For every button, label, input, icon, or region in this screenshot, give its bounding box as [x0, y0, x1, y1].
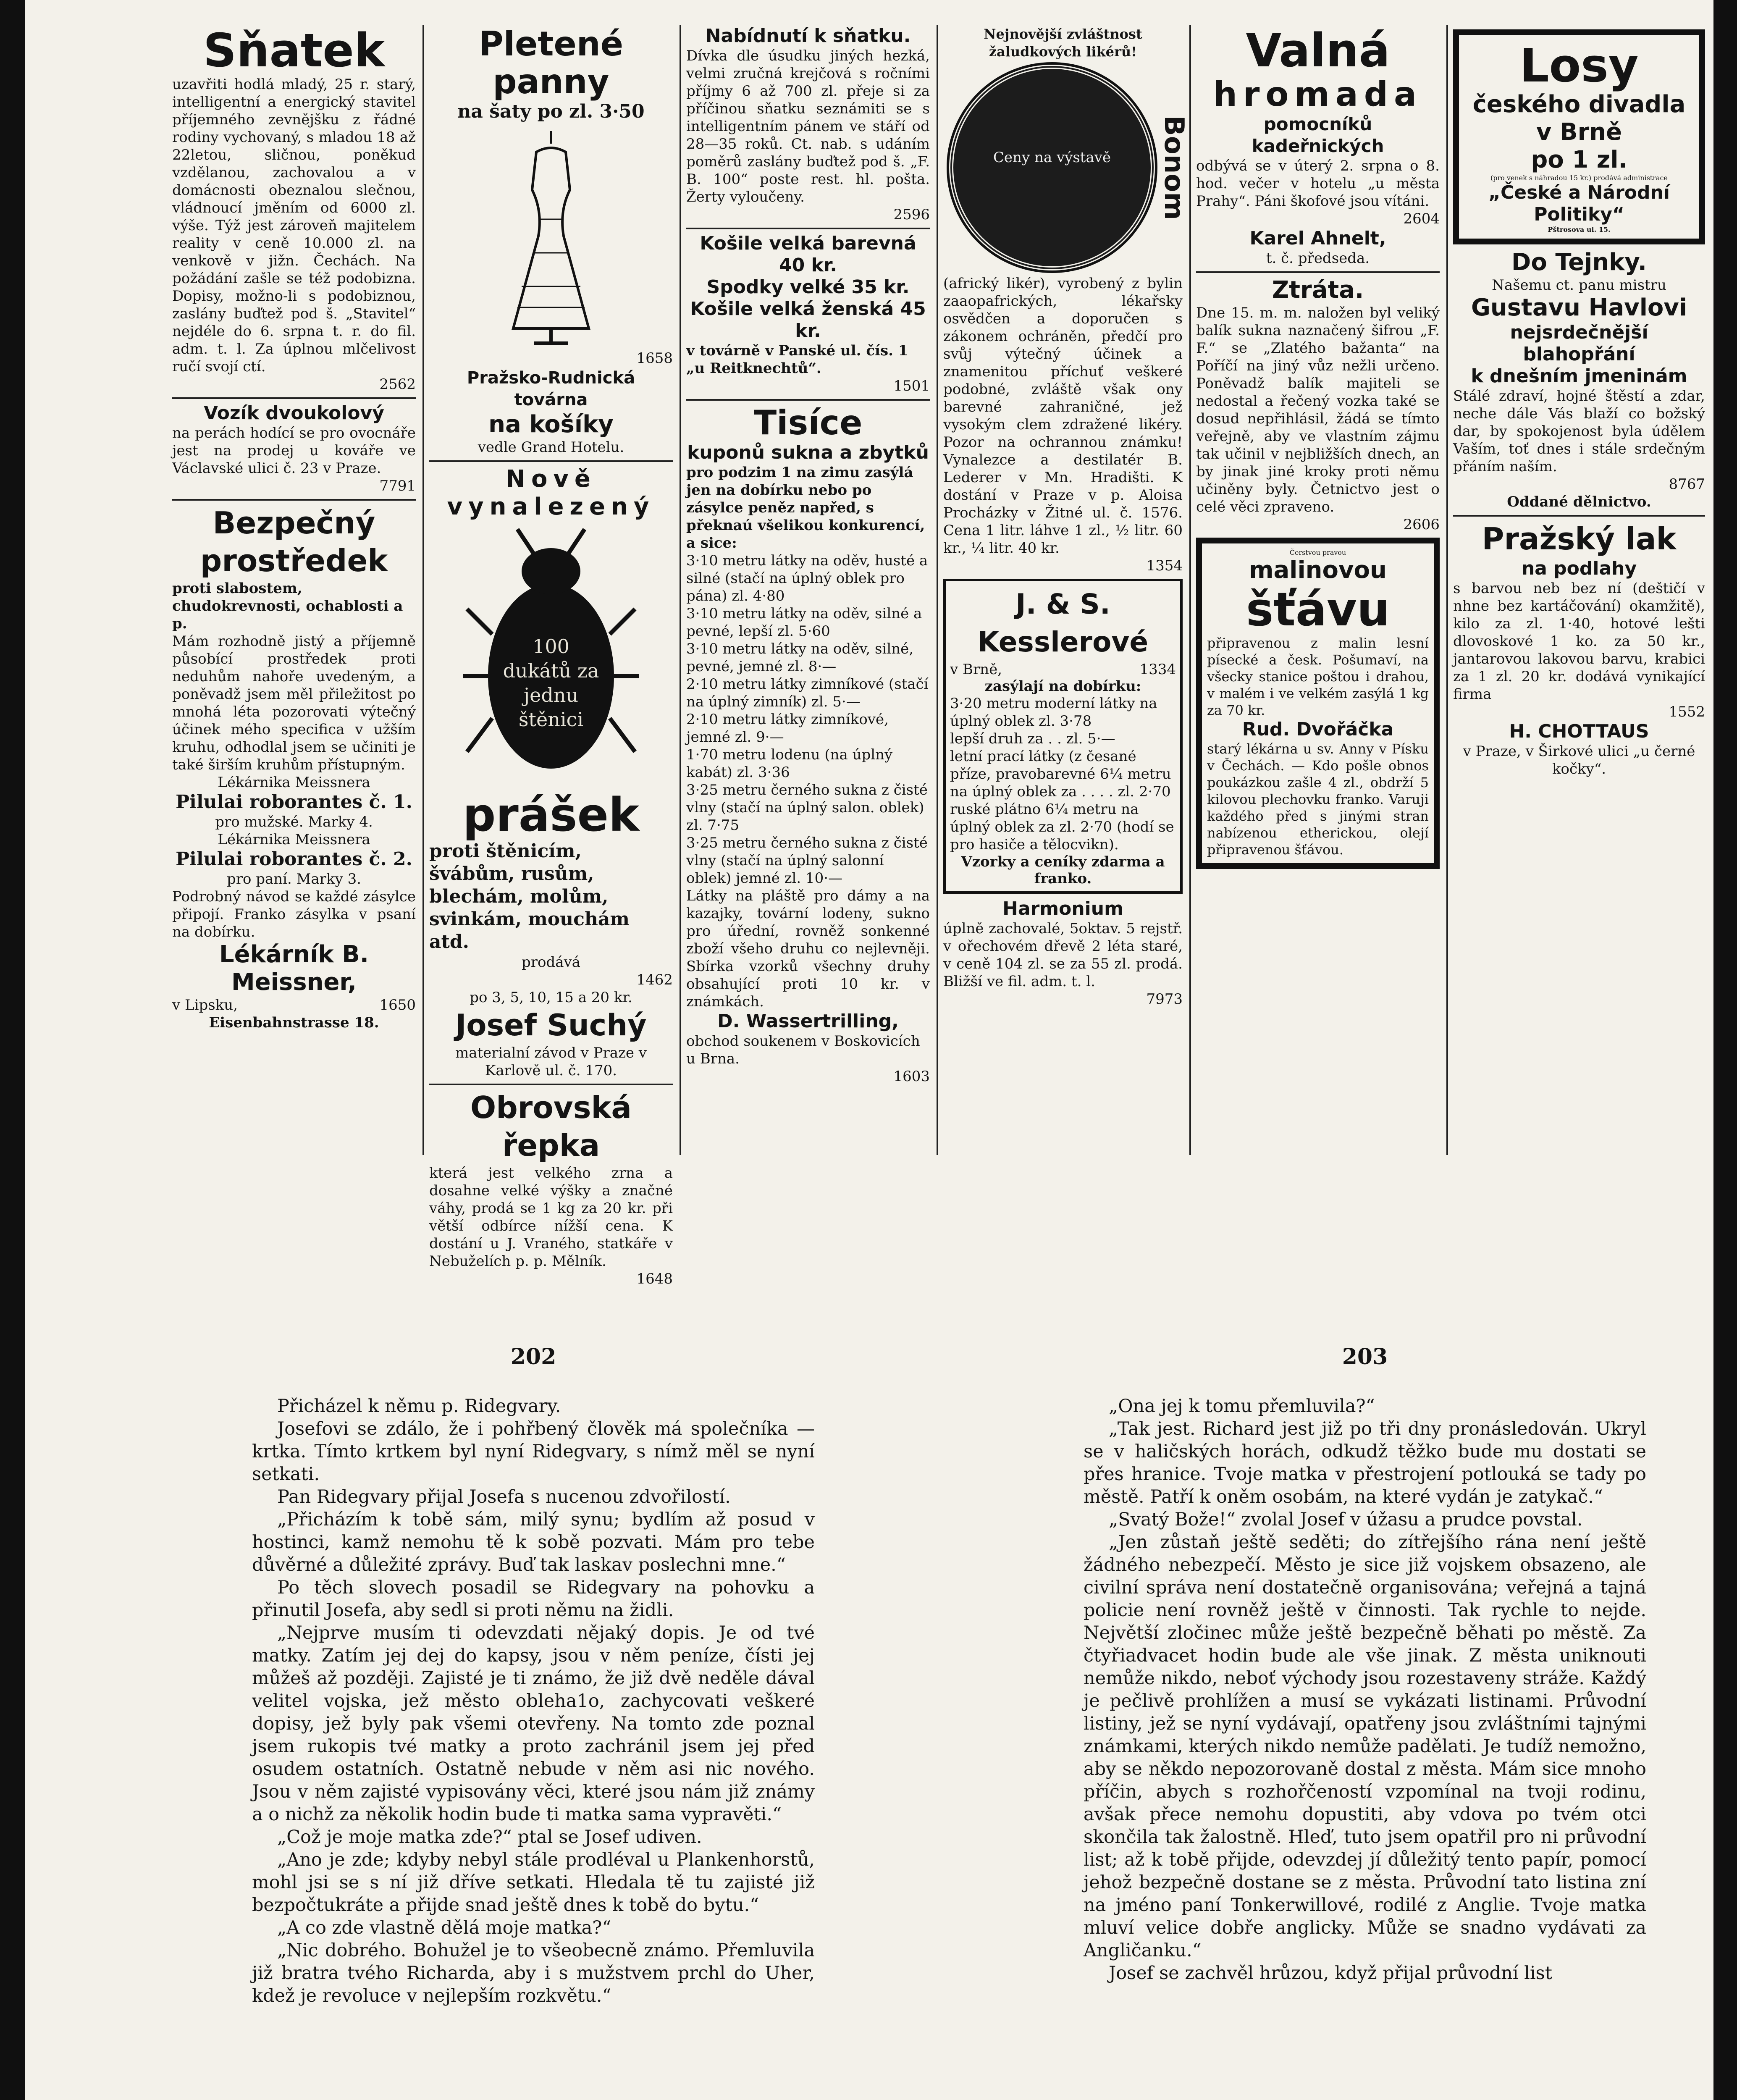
ad-body: úplně zachovalé, 5oktav. 5 rejstř. v ořechovém dřevě 2 léta staré, v ceně 104 zl. se za 55 zl. prodá. Bližší ve fil. adm. t. l.: [943, 920, 1183, 990]
ad-harmonium: [943, 898, 1183, 1008]
ad-kessler: [943, 579, 1183, 894]
ad-name: Karel Ahnelt,: [1249, 228, 1386, 249]
ad-title: Bezpečný prostředek: [200, 505, 388, 578]
ad-code: 2606: [1403, 516, 1440, 533]
paragraph: „Přicházím k tobě sám, milý synu; bydlím až posud v hostinci, kamž nemohu tě k sobě pozvati. Mám pro tebe důvěrné a důležité zprávy. Buď tak laskav poslechni mne.“: [252, 1509, 815, 1575]
scan-edge-left: [0, 0, 25, 2100]
ad-price: na šaty po zl. 3·50: [457, 101, 645, 122]
ad-line: k dnešním jmeninám: [1471, 365, 1687, 387]
ad-title: Losy: [1519, 39, 1639, 92]
ad-title: Harmonium: [1002, 898, 1123, 919]
ad-code: 8767: [1669, 476, 1705, 493]
paragraph: „Ona jej k tomu přemluvila?“: [1109, 1396, 1375, 1417]
ad-head: Čerstvou pravou: [1289, 549, 1346, 556]
ad-code: 1648: [636, 1270, 673, 1287]
ad-code: 1462: [636, 971, 673, 988]
ad-repka: [429, 1089, 673, 1288]
paragraph: Po těch slovech posadil se Ridegvary na pohovku a přinutil Josefa, aby sedl si proti němu na židli.: [252, 1577, 815, 1621]
ad-stava: [1196, 538, 1440, 869]
divider: [429, 1084, 673, 1085]
ad-item: 3·10 metru látky na oděv, silné, pevné, jemné zl. 8·—: [686, 640, 914, 675]
divider: [686, 228, 930, 229]
ad-body: Dívka dle úsudku jiných hezká, velmi zručná krejčová s ročními příjmy 6 až 700 zl. přeje si za příčinou sňatku seznámiti se s intelligentním pánem ve stáří od 28—35 roků. Ct. nab. s udáním poměrů zaslány buďtež pod š. „F. B. 100“ poste rest. hl. pošta. Žerty vyloučeny.: [686, 47, 930, 205]
ad-panny: [429, 25, 673, 456]
ad-sale: prodává: [521, 954, 580, 971]
ad-column-6: [1449, 25, 1709, 1155]
ad-sub: na podlahy: [1521, 558, 1637, 579]
paragraph: „Jen zůstaň ještě seděti; do zítřejšího rána není ještě žádného nebezpečí. Město je sice již vojskem obsazeno, ale civilní správa není dostatečně organisována; veřejná a tajná policie není rovněž ještě v činnosti. Tak rychle to nejde. Největší zločinec může ještě bezpečně běhati po městě. Za čtyřiadvacet hodin bude ale vše jinak. Z města uniknouti nemůže nikdo, neboť východy jsou rozestaveny stráže. Každý je pečlivě prohlížen a musí se vykázati listinami. Průvodní listiny, jež se nyní vydávají, opatřeny jsou zvláštními tajnými známkami, kterých nikdo nemůže padělati. Je tudíž nemožno, aby se někdo nepozorovaně dostal z města. Mám sice mnoho příčin, abych s rozhořčeností vzpomínal na tvoji rodinu, avšak přece nemohu dopustiti, aby vdova po tvém otci skončila tak žalostně. Hleď, tuto jsem opatřil pro ni průvodní list; až k tobě přijde, odevzdej jí důležitý tento papír, pomocí jehož bezpečně dostane se z města. Průvodní tato listina zní na jméno paní Tonkerwillové, rodilé z Anglie. Tvoje matka mluví velice dobře anglicky. Může se snadno vydávati za Angličanku.“: [1084, 1532, 1646, 1961]
ad-column-2: [425, 24, 677, 1287]
ad-line: Spodky velké 35 kr.: [706, 276, 910, 298]
pharmacy-label-1: Lékárnika Meissnera: [218, 774, 370, 791]
ad-footer: Vzorky a ceníky zdarma a franko.: [961, 853, 1165, 887]
ad-item: 3·25 metru černého sukna z čisté vlny (stačí na úplný salonní oblek) jemné zl. 10·—: [686, 835, 928, 887]
ad-body: připravenou z malin lesní písecké a česk. Pošumaví, na všecky stanice poštou i drahou, v malém i ve velkém zasýlá 1 kg za 70 kr.: [1207, 635, 1429, 718]
ad-address: vedle Grand Hotelu.: [478, 439, 624, 456]
divider: [1453, 515, 1705, 517]
ad-big: šťávu: [1246, 583, 1390, 636]
ad-satek: [686, 25, 930, 223]
ad-address: v Praze, v Širkové ulici „u černé kočky“.: [1463, 743, 1695, 777]
ad-code: 7973: [1146, 991, 1183, 1008]
ad-body: která jest velkého zrna a dosahne velké výšky a značné váhy, prodá se 1 kg za 20 kr. při větší odbírce nížší cena. K dostání u J. Vraného, statkáře v Nebuželích p. p. Mělník.: [429, 1165, 673, 1270]
left-page: [252, 1344, 815, 2007]
advertisement-section: [168, 24, 1713, 1287]
column-rule: [937, 25, 938, 1155]
pharmacy-label-2: Lékárnika Meissnera: [218, 831, 370, 848]
ad-address: obchod soukenem v Boskovicích u Brna.: [686, 1033, 920, 1067]
ad-sub: českého divadla: [1472, 91, 1686, 118]
ad-note: Podrobný návod se každé zásylce připojí. Franko zásylka v psaní na dobírku.: [172, 888, 416, 940]
ad-body: Mám rozhodně jistý a příjemně působící prostředek proti neduhům nahoře uvedeným, a poněvadž jsem měl přiležitost po mnohá léta pozorovati výtečný účinek mého specifica v užším kruhu, odhodlal jsem se učiniti je také širším kruhům přístupným.: [172, 633, 416, 773]
bug-label: 100 dukátů za jednu štěnici: [503, 635, 599, 731]
ad-kosile: [686, 233, 930, 395]
ad-paper: „České a Národní Politiky“: [1488, 182, 1670, 225]
ad-code: 2562: [379, 376, 416, 393]
pharmacist-city: v Lipsku,: [172, 997, 238, 1013]
pills-name-1: Pilulai roborantes č. 1.: [176, 791, 412, 813]
paragraph: „Ano je zde; kdyby nebyl stále prodléval u Plankenhorstů, mohl jsi se s ní již dříve setkati. Hledala tě tu zajisté již bezpočtukráte a přijde snad ještě dnes k tobě do bytu.“: [252, 1849, 815, 1916]
column-rule: [1189, 25, 1191, 1155]
ad-title: Sňatek: [203, 24, 385, 77]
ad-role: t. č. předseda.: [1266, 250, 1370, 267]
pharmacist-city-row: [172, 996, 416, 1014]
bug-illustration: [463, 525, 639, 785]
ad-ztrata: [1196, 276, 1440, 533]
ad-sizes: po 3, 5, 10, 15 a 20 kr.: [470, 989, 632, 1006]
divider: [429, 460, 673, 462]
ad-item: 1·70 metru lodenu (na úplný kabát) zl. 3·36: [686, 746, 893, 781]
paragraph: „Což je moje matka zde?“ ptal se Josef udiven.: [277, 1827, 702, 1848]
ad-footer: Látky na pláště pro dámy a na kazajky, tovární lodeny, sukno pro úřední, rovněž sonkenné zboží všeho druhu co nejlevněji. Sbírka vzorků všechny druhy obsahující proti 10 kr. v známkách.: [686, 887, 930, 1010]
paragraph: „Nejprve musím ti odevzdati nějaký dopis. Je od tvé matky. Zatím jej dej do kapsy, jsou v něm peníze, čísti jej můžeš až později. Zajisté je ti známo, že již dvě neděle dával velitel vojska, jež město obleha1o, zachycovati veškeré dopisy, jež byly pak všemi otevřeny. Na tomto zde poznal jsem rukopis tvé matky a proto zachránil jsem jej před osudem ostatních. Ostatně nebude v něm asi nic nového. Jsou v něm zajisté vypisovány věci, které jsou nám již známy a o nichž za několik hodin bude ti matka sama vypravěti.“: [252, 1622, 815, 1825]
paragraph: „A co zde vlastně dělá moje matka?“: [277, 1917, 611, 1938]
ad-item: letní prací látky (z česané příze, pravobarevné 6¼ metru na úplný oblek za . . . . zl. 2·70: [950, 748, 1171, 800]
ad-title: Valná: [1246, 24, 1390, 77]
dress-form-icon: [496, 127, 606, 345]
ad-address: Pštrosova ul. 15.: [1548, 226, 1611, 234]
ad-address: v továrně v Panské ul. čís. 1 „u Reitknechtů“.: [686, 342, 908, 377]
pills-note-2: pro paní. Marky 3.: [226, 871, 362, 887]
ad-code: 1501: [893, 378, 930, 394]
ad-lak: [1453, 520, 1705, 778]
ad-product: prášek: [462, 788, 640, 842]
paragraph: Přicházel k němu p. Ridegvary.: [277, 1396, 561, 1417]
ad-item: 3·10 metru látky na oděv, silné a pevné, lepší zl. 5·60: [686, 605, 922, 640]
ad-code: 1354: [1146, 557, 1183, 574]
ad-code: 2596: [893, 206, 930, 223]
medal-emblem-icon: [949, 65, 1155, 270]
ad-lead: proti slabostem, chudokrevnosti, ochablosti a p.: [172, 580, 403, 632]
ad-price: po 1 zl.: [1531, 146, 1627, 173]
divider: [1196, 271, 1440, 273]
ad-item: lepší druh za . . zl. 5·—: [950, 730, 1115, 747]
column-rule: [422, 25, 424, 1155]
ad-column-3: [682, 25, 934, 1155]
ad-snatek: [172, 25, 416, 393]
ad-sub: hromada: [1213, 75, 1422, 114]
ad-item: 3·10 metru látky na oděv, husté a silné (stačí na úplný oblek pro pána) zl. 4·80: [686, 552, 928, 604]
divider: [172, 499, 416, 501]
ad-title: Vozík dvoukolový: [204, 402, 384, 424]
paragraph: Josefovi se zdálo, že i pohřbený člověk má společníka — krtka. Tímto krtkem byl nyní Ridegvary, s nímž měl se nyní setkati.: [252, 1418, 815, 1485]
right-page: [1084, 1344, 1646, 1984]
ad-title: Nabídnutí k sňatku.: [705, 25, 911, 47]
ad-name: Gustavu Havlovi: [1471, 294, 1687, 321]
ad-line: Košile velká barevná 40 kr.: [700, 233, 916, 276]
ad-liker: [943, 25, 1189, 575]
ad-firm: H. CHOTTAUS: [1509, 721, 1649, 742]
ad-body: (africký likér), vyrobený z bylin zaaopafrických, lékařsky osvědčen a doporučen s zákonem ochráněn, předčí pro svůj výtečný účinek a znamenitou příchuť veškeré podobné, zvláště však ony barevné zahraničné, jež vysokým clem zdražené likéry. Pozor na ochrannou známku! Vynalezce a destilatér B. Lederer v Mn. Hradišti. K dostání v Praze v p. Aloisa Procházky v Žitné ul. č. 1576. Cena 1 litr. láhve 1 zl., ½ litr. 60 kr., ¼ litr. 40 kr.: [943, 275, 1183, 556]
ad-item: ruské plátno 6¼ metru na úplný oblek za zl. 2·70 (hodí se pro hasiče a tělocvikn).: [950, 801, 1174, 853]
paragraph: „Tak jest. Richard jest již po tři dny pronásledován. Ukryl se v haličských horách, odkudž těžko bude mu dostati se přes hranice. Tvoje matka v přestrojení potlouká se tady po městě. Patří k oněm osobám, na které vydán je zatykač.“: [1084, 1418, 1646, 1507]
ad-city: v Brně,: [950, 661, 1002, 678]
ad-losy: [1453, 29, 1705, 244]
ad-code: 1658: [636, 350, 673, 367]
ad-column-5: [1192, 25, 1444, 1155]
ad-line: Košile velká ženská 45 kr.: [690, 298, 926, 341]
ad-seller: Josef Suchý: [455, 1008, 647, 1042]
ad-title: malinovou: [1249, 556, 1387, 584]
scan-edge-right: [1713, 0, 1737, 2100]
ad-body: s barvou neb bez ní (deštičí v nhne bez kartáčování) okamžitě), kilo za zl. 1·40, hotové lešti dlovoskové 1 ko. za 50 kr., jantarovou lakovou barvu, krabici za 1 zl. 20 kr. dodává vynikající firma: [1453, 580, 1705, 703]
ad-title: Ztráta.: [1272, 276, 1364, 304]
pharmacist-name: Lékárník B. Meissner,: [219, 941, 369, 996]
column-rule: [1446, 25, 1448, 1155]
ad-body: Dne 15. m. m. naložen byl veliký balík sukna naznačený šifrou „F. F.“ se „Zlatého bažanta“ na Poříčí na jiný vůz nežli určeno. Poněvadž balík majiteli se nedostal a řečený vozka také se dosud nepřihlásil, žádá se tímto veřejně, aby ve vlastním zájmu tak učinil v nejbližších dnech, an by jinak jiné kroky proti němu učiněny byly. Četnictvo jest o celé věci zpraveno.: [1196, 304, 1440, 515]
liker-medal-row: [943, 60, 1189, 275]
ad-item: 3·20 metru moderní látky na úplný oblek zl. 3·78: [950, 695, 1157, 730]
pharmacist-street: Eisenbahnstrasse 18.: [209, 1014, 379, 1031]
ad-item: 2·10 metru látky zimníkové, jemné zl. 9·—: [686, 711, 889, 746]
ad-sign: Oddané dělnictvo.: [1507, 494, 1651, 510]
medal-text: Ceny na výstavě: [993, 149, 1111, 166]
paragraph: Pan Ridegvary přijal Josefa s nucenou zdvořilostí.: [277, 1486, 731, 1507]
divider: [686, 399, 930, 401]
ad-body: proti štěnicím, švábům, rusům, blechám, molům, svinkám, mouchám atd.: [429, 840, 630, 953]
ad-item: 3·25 metru černého sukna z čisté vlny (stačí na úplný salon. oblek) zl. 7·75: [686, 782, 928, 834]
kessler-city-row: [950, 661, 1176, 678]
ad-code: 1603: [893, 1068, 930, 1085]
ad-sub: zasýlají na dobírku:: [984, 678, 1141, 695]
ad-head: Nejnovější zvláštnost žaludkových likérů!: [984, 26, 1142, 60]
ad-code: 1334: [1139, 661, 1176, 678]
ad-sub: kuponů sukna a zbytků: [687, 442, 929, 463]
ad-firm-note: starý lékárna u sv. Anny v Písku v Čechách. — Kdo pošle obnos poukázkou zašle 4 zl., obdrží 5 kilovou plechovku franko. Varuji každého před s jinými stran nabízenou etherickou, olejí připravenou šťávou.: [1207, 741, 1429, 858]
page-number: 202: [510, 1344, 556, 1370]
ad-tisice: [686, 404, 930, 1085]
column-rule: [680, 25, 681, 1155]
ad-line: Našemu ct. panu mistru: [1492, 277, 1666, 294]
ad-code: 2604: [1403, 210, 1440, 227]
ad-title: Pražský lak: [1482, 521, 1677, 556]
ad-prasek: [429, 465, 673, 1079]
ad-body: Stálé zdraví, hojné štěstí a zdar, neche dále Vás blaží co božský dar, by spokojenost byla údělem Vaším, toť dnes i stále srdečným přáním naším.: [1453, 388, 1705, 475]
ad-intro: pro podzim 1 na zimu zasýlá jen na dobírku nebo po zásylce peněz napřed, s překnaú všelikou konkurencí, a sice:: [686, 464, 925, 551]
ad-body: na perách hodící se pro ovocnáře jest na prodej u kováře ve Václavské ulici č. 23 v Praze.: [172, 425, 416, 477]
ad-title: Pletené panny: [478, 24, 624, 101]
ad-note: (pro venek s náhradou 15 kr.) prodává administrace: [1490, 174, 1668, 182]
ad-column-1: [168, 25, 420, 1155]
ad-maker: Pražsko-Rudnická továrna: [467, 368, 635, 410]
ad-code: 7791: [379, 478, 416, 494]
ad-vozik: [172, 402, 416, 495]
ad-title: J. & S. Kesslerové: [977, 588, 1149, 658]
paragraph: „Svatý Bože!“ zvolal Josef v úžasu a prudce povstal.: [1109, 1509, 1583, 1530]
ad-code: 1650: [379, 997, 416, 1013]
ad-firm: Rud. Dvořáčka: [1242, 719, 1394, 740]
pills-name-2: Pilulai roborantes č. 2.: [176, 848, 412, 870]
ad-code: 1552: [1669, 704, 1705, 720]
ad-tejnky: [1453, 249, 1705, 511]
ad-column-4: [939, 25, 1187, 1155]
paragraph: Josef se zachvěl hrůzou, když přijal průvodní list: [1109, 1963, 1553, 1984]
ad-vertical-label: Bonom: [1158, 115, 1189, 220]
page-number: 203: [1342, 1344, 1388, 1370]
ad-sub: na košíky: [488, 411, 614, 438]
paragraph: „Nic dobrého. Bohužel je to všeobecně známo. Přemluvila již bratra tvého Richarda, aby i s mužstvem prchl do Uher, kdež je revoluce v nejlepším rozkvětu.“: [252, 1940, 815, 2006]
divider: [172, 397, 416, 399]
ad-city: v Brně: [1536, 118, 1622, 146]
ad-address: materialní závod v Praze v Karlově ul. č. 170.: [455, 1045, 647, 1079]
novel-pages: [168, 1344, 1646, 2100]
ad-head: Do Tejnky.: [1511, 249, 1647, 276]
pills-note-1: pro mužské. Marky 4.: [215, 814, 373, 830]
ad-body: uzavřiti hodlá mladý, 25 r. starý, intelligentní a energický stavitel příjemného zevnějšku z řádné rodiny vychovaný, s mladou 18 až 22letou, sličnou, poněkud vzdělanou, zachovalou a v domácnosti obeznalou slečnou, vládnoucí jměním od 6000 zl. výše. Týž jest zároveň majitelem reality v ceně 10.000 zl. na venkově v jižn. Čechách. Na požádání zašle se též podobizna. Dopisy, možno-li s podobiznou, zaslány buďtež pod š. „Stavitel“ nejdéle do 6. srpna t. r. do fil. adm. t. l. Za úplnou mlčelivost ručí svojí ctí.: [172, 76, 416, 375]
ad-title: Tisíce: [753, 403, 863, 442]
ad-head: Nově vynalezený: [447, 465, 655, 520]
ad-line: nejsrdečnější blahopřání: [1510, 322, 1648, 365]
ad-firm: D. Wassertrilling,: [717, 1011, 899, 1032]
ad-meissner: [172, 504, 416, 1032]
ad-valna: [1196, 25, 1440, 267]
ad-title: Obrovská řepka: [470, 1090, 632, 1163]
ad-sub2: pomocníků kadeřnických: [1252, 114, 1384, 156]
ad-item: 2·10 metru látky zimníkové (stačí na úplný zimník) zl. 5·—: [686, 676, 929, 710]
ad-body: odbývá se v úterý 2. srpna o 8. hod. večer v hotelu „u města Prahy“. Páni škofové jsou vítáni.: [1196, 158, 1440, 210]
